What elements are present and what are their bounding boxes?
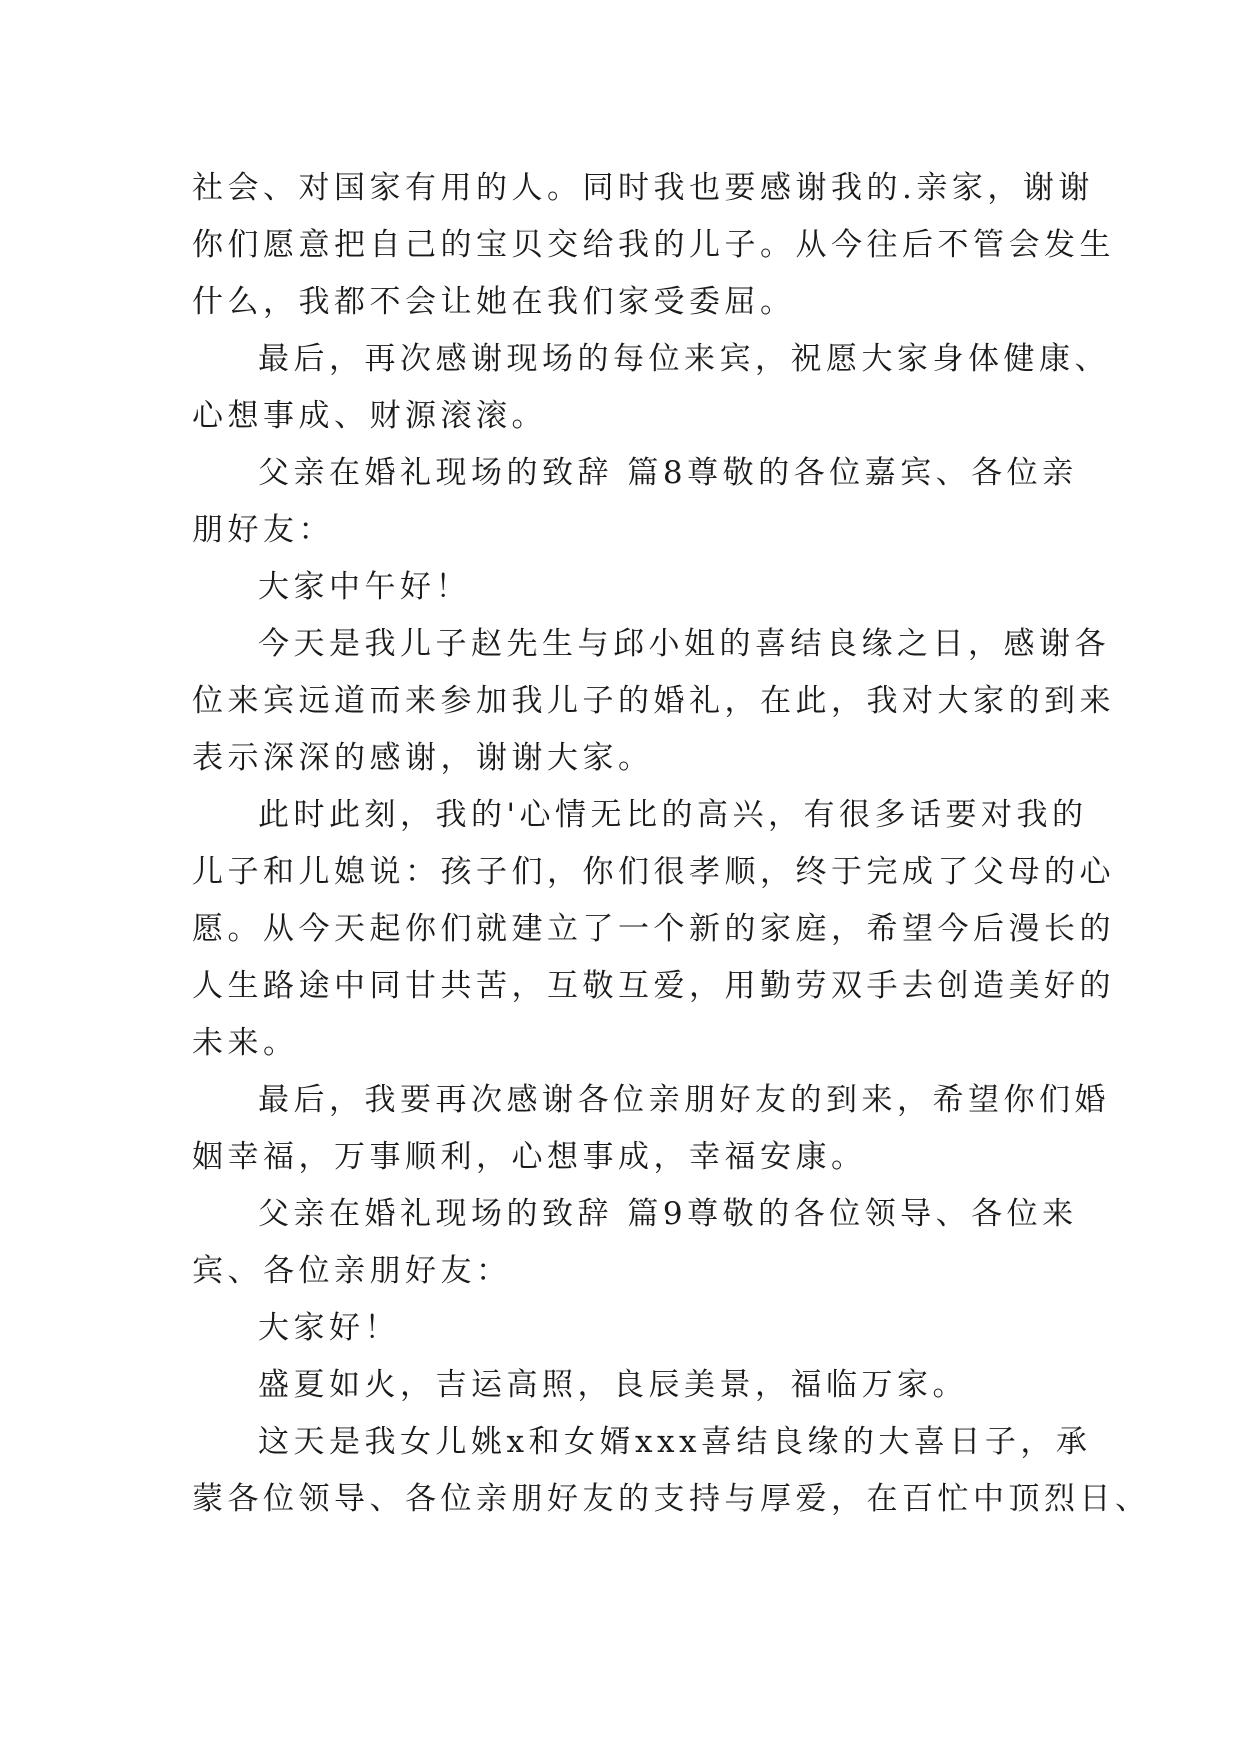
text-line: 这天是我女儿姚x和女婿xxx喜结良缘的大喜日子，承 xyxy=(258,1424,1092,1460)
document-body xyxy=(192,160,1151,1528)
text-line: 儿子和儿媳说：孩子们，你们很孝顺，终于完成了父母的心 xyxy=(192,854,1115,890)
text-line: 朋好友： xyxy=(192,512,334,548)
text-line: 宾、各位亲朋好友： xyxy=(192,1253,512,1289)
text-line: 今天是我儿子赵先生与邱小姐的喜结良缘之日，感谢各 xyxy=(258,626,1110,662)
section-heading-line: 父亲在婚礼现场的致辞 篇9尊敬的各位领导、各位来 xyxy=(258,1196,1078,1232)
text-line: 蒙各位领导、各位亲朋好友的支持与厚爱，在百忙中顶烈日、 xyxy=(192,1481,1151,1517)
text-line: 姻幸福，万事顺利，心想事成，幸福安康。 xyxy=(192,1139,867,1175)
text-line: 愿。从今天起你们就建立了一个新的家庭，希望今后漫长的 xyxy=(192,911,1115,947)
text-line: 什么，我都不会让她在我们家受委屈。 xyxy=(192,284,796,320)
text-line: 最后，再次感谢现场的每位来宾，祝愿大家身体健康、 xyxy=(258,341,1110,377)
text-block xyxy=(192,160,1151,1528)
text-line: 盛夏如火，吉运高照，良辰美景，福临万家。 xyxy=(258,1367,968,1403)
greeting-line: 大家中午好！ xyxy=(258,569,471,605)
text-line: 最后，我要再次感谢各位亲朋好友的到来，希望你们婚 xyxy=(258,1082,1110,1118)
text-line: 表示深深的感谢，谢谢大家。 xyxy=(192,740,654,776)
text-line: 心想事成、财源滚滚。 xyxy=(192,398,547,434)
text-line: 此时此刻，我的'心情无比的高兴，有很多话要对我的 xyxy=(258,797,1088,833)
text-line: 未来。 xyxy=(192,1025,299,1061)
text-line: 人生路途中同甘共苦，互敬互爱，用勤劳双手去创造美好的 xyxy=(192,968,1115,1004)
section-heading-line: 父亲在婚礼现场的致辞 篇8尊敬的各位嘉宾、各位亲 xyxy=(258,455,1078,491)
text-line: 社会、对国家有用的人。同时我也要感谢我的.亲家，谢谢 xyxy=(192,170,1094,206)
greeting-line: 大家好！ xyxy=(258,1310,400,1346)
text-line: 你们愿意把自己的宝贝交给我的儿子。从今往后不管会发生 xyxy=(192,227,1115,263)
text-line: 位来宾远道而来参加我儿子的婚礼，在此，我对大家的到来 xyxy=(192,683,1115,719)
